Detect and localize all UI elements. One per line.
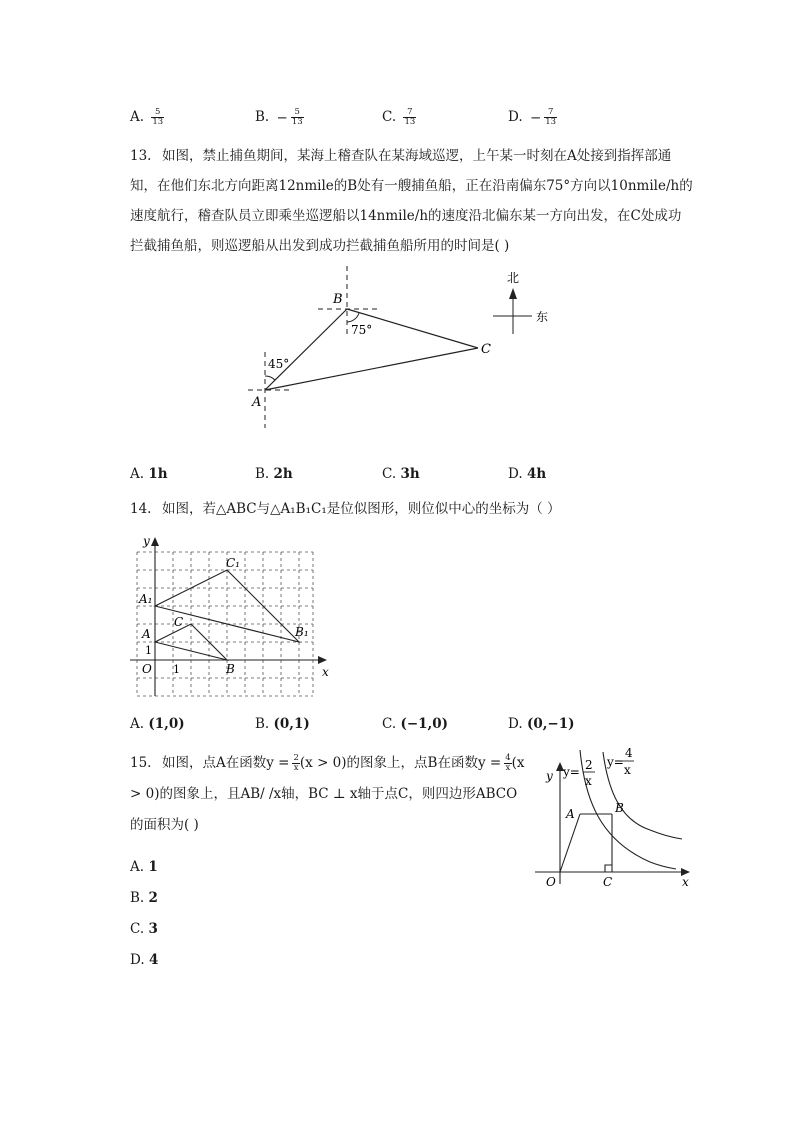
curve2-label-num: 4: [625, 746, 633, 760]
q15-line-2: > 0)的图象上，且AB/ /x轴，BC ⊥ x轴于点C，则四边形ABCO: [130, 786, 518, 802]
label-b: B: [615, 801, 624, 815]
numerator: 7: [544, 108, 557, 118]
numerator: 2: [293, 753, 299, 763]
tick-label-y-1: 1: [145, 644, 152, 657]
label-c1: C₁: [226, 556, 240, 570]
label-b: B: [333, 292, 343, 307]
q14-option-c[interactable]: [382, 716, 448, 732]
fraction: [544, 108, 557, 127]
q15-line-3: 的面积为( ): [130, 817, 199, 833]
option-label: C.: [382, 109, 397, 125]
option-label: B.: [255, 716, 270, 732]
option-value: 4h: [526, 466, 547, 482]
option-value: (0,−1): [526, 716, 575, 732]
curve1-label-num: 2: [585, 758, 593, 772]
q13-options: [0, 466, 794, 490]
numerator: 4: [505, 753, 511, 763]
q12-option-c[interactable]: [382, 108, 416, 127]
q13-option-c[interactable]: [382, 466, 420, 482]
q14-option-d[interactable]: [508, 716, 575, 732]
option-label: C.: [382, 716, 397, 732]
option-value: 1: [148, 859, 158, 875]
axis-x-label: x: [682, 875, 689, 889]
north-arrow-icon: [509, 288, 517, 299]
q13-figure: [0, 262, 794, 442]
option-label: D.: [508, 109, 523, 125]
segment-ac: [265, 348, 478, 390]
option-label: A.: [130, 716, 145, 732]
curve1-label-den: x: [585, 774, 592, 788]
option-label: D.: [508, 716, 523, 732]
right-angle-mark: [605, 865, 612, 872]
denominator: 13: [545, 117, 557, 127]
label-a1: A₁: [139, 592, 153, 606]
denominator: x: [293, 763, 299, 773]
option-label: C.: [382, 466, 397, 482]
q14-text: [130, 494, 695, 524]
numerator: 5: [151, 108, 164, 118]
line-text: 如图，点A在函数y =: [162, 755, 290, 771]
fraction: [403, 108, 416, 127]
q12-option-a[interactable]: [130, 108, 164, 127]
denominator: x: [505, 763, 511, 773]
option-label: B.: [255, 109, 270, 125]
denominator: 13: [404, 117, 416, 127]
line-text: (x: [511, 755, 525, 771]
q13-option-a[interactable]: [130, 466, 168, 482]
minus-sign: −: [276, 109, 288, 126]
option-value: (−1,0): [400, 716, 449, 732]
option-value: 1h: [148, 466, 168, 482]
axis-y-label: y: [143, 534, 150, 548]
option-label: A.: [130, 466, 145, 482]
question-number: 14.: [130, 501, 152, 517]
option-label: B.: [130, 890, 145, 906]
q15-figure: [0, 740, 794, 900]
option-label: D.: [508, 466, 523, 482]
numerator: 7: [403, 108, 416, 118]
option-value: 2: [148, 890, 158, 906]
q14-option-b[interactable]: [255, 716, 310, 732]
x-axis-arrow-icon: [318, 656, 327, 664]
angle-label-a: 45°: [268, 357, 290, 371]
q14-options: [0, 716, 794, 740]
minus-sign: −: [529, 109, 542, 126]
question-number: 13.: [130, 148, 152, 164]
q14-option-a[interactable]: [130, 716, 185, 732]
q14-figure: [0, 532, 794, 702]
label-a: A: [252, 395, 262, 410]
option-label: A.: [130, 109, 145, 125]
fraction: [151, 108, 164, 127]
label-c: C: [481, 342, 491, 357]
origin-label: O: [546, 875, 556, 889]
question-number: 15.: [130, 755, 152, 771]
option-value: 3h: [400, 466, 420, 482]
q13-text: [130, 141, 695, 261]
denominator: 13: [152, 117, 164, 127]
q12-option-d[interactable]: [508, 108, 557, 127]
segment-oa: [560, 814, 580, 872]
label-a: A: [566, 807, 575, 821]
q13-line-2: 知，在他们东北方向距离12nmile的B处有一艘捕鱼船，正在沿南偏东75°方向以10nmile/h的: [130, 178, 693, 194]
curve2-label-prefix: y=: [607, 755, 624, 769]
label-c: C: [603, 875, 613, 889]
label-c: C: [174, 615, 184, 629]
line-text: 如图，禁止捕鱼期间，某海上稽查队在某海域巡逻，上午某一时刻在A处接到指挥部通: [162, 148, 672, 164]
q13-line-3: 速度航行，稽查队员立即乘坐巡逻船以14nmile/h的速度沿北偏东某一方向出发，在C处成功: [130, 208, 682, 224]
tick-label-x-1: 1: [173, 663, 180, 676]
curve1-label-prefix: y=: [563, 765, 580, 779]
y-axis-arrow-icon: [151, 537, 159, 546]
option-value: 2h: [273, 466, 293, 482]
q12-options: [0, 108, 794, 132]
option-label: C.: [130, 921, 145, 937]
option-value: (1,0): [148, 716, 185, 732]
denominator: 13: [291, 117, 303, 127]
q13-option-d[interactable]: [508, 466, 546, 482]
option-label: B.: [255, 466, 270, 482]
angle-arc-b: [347, 313, 359, 322]
line-text: 如图，若△ABC与△A₁B₁C₁是位似图形，则位似中心的坐标为（ ）: [162, 501, 561, 517]
q13-line-4: 拦截捕鱼船，则巡逻船从出发到成功拦截捕鱼船所用的时间是( ): [130, 238, 510, 254]
label-b: B: [226, 662, 235, 676]
axis-x-label: x: [322, 665, 329, 679]
axis-y-label: y: [546, 769, 553, 783]
option-value: 4: [148, 952, 159, 968]
numerator: 5: [291, 108, 304, 118]
angle-arc-a: [265, 376, 275, 380]
fraction: [291, 108, 304, 127]
option-label: A.: [130, 859, 145, 875]
option-label: D.: [130, 952, 145, 968]
compass-east-label: 东: [536, 310, 549, 324]
curve2-label-den: x: [624, 763, 631, 777]
q15-option-d[interactable]: [130, 945, 158, 976]
line-text: (x > 0)的图象上，点B在函数y =: [299, 755, 502, 771]
label-a: A: [142, 627, 151, 641]
option-value: 3: [148, 921, 158, 937]
label-b1: B₁: [295, 625, 309, 639]
angle-label-b: 75°: [351, 323, 373, 337]
option-value: (0,1): [273, 716, 310, 732]
q12-option-b[interactable]: [255, 108, 304, 127]
segment-ab: [265, 309, 347, 390]
q15-option-c[interactable]: [130, 914, 158, 945]
origin-label: O: [142, 662, 152, 676]
q13-line-1: [130, 141, 695, 171]
q13-option-b[interactable]: [255, 466, 293, 482]
compass-north-label: 北: [507, 271, 520, 285]
